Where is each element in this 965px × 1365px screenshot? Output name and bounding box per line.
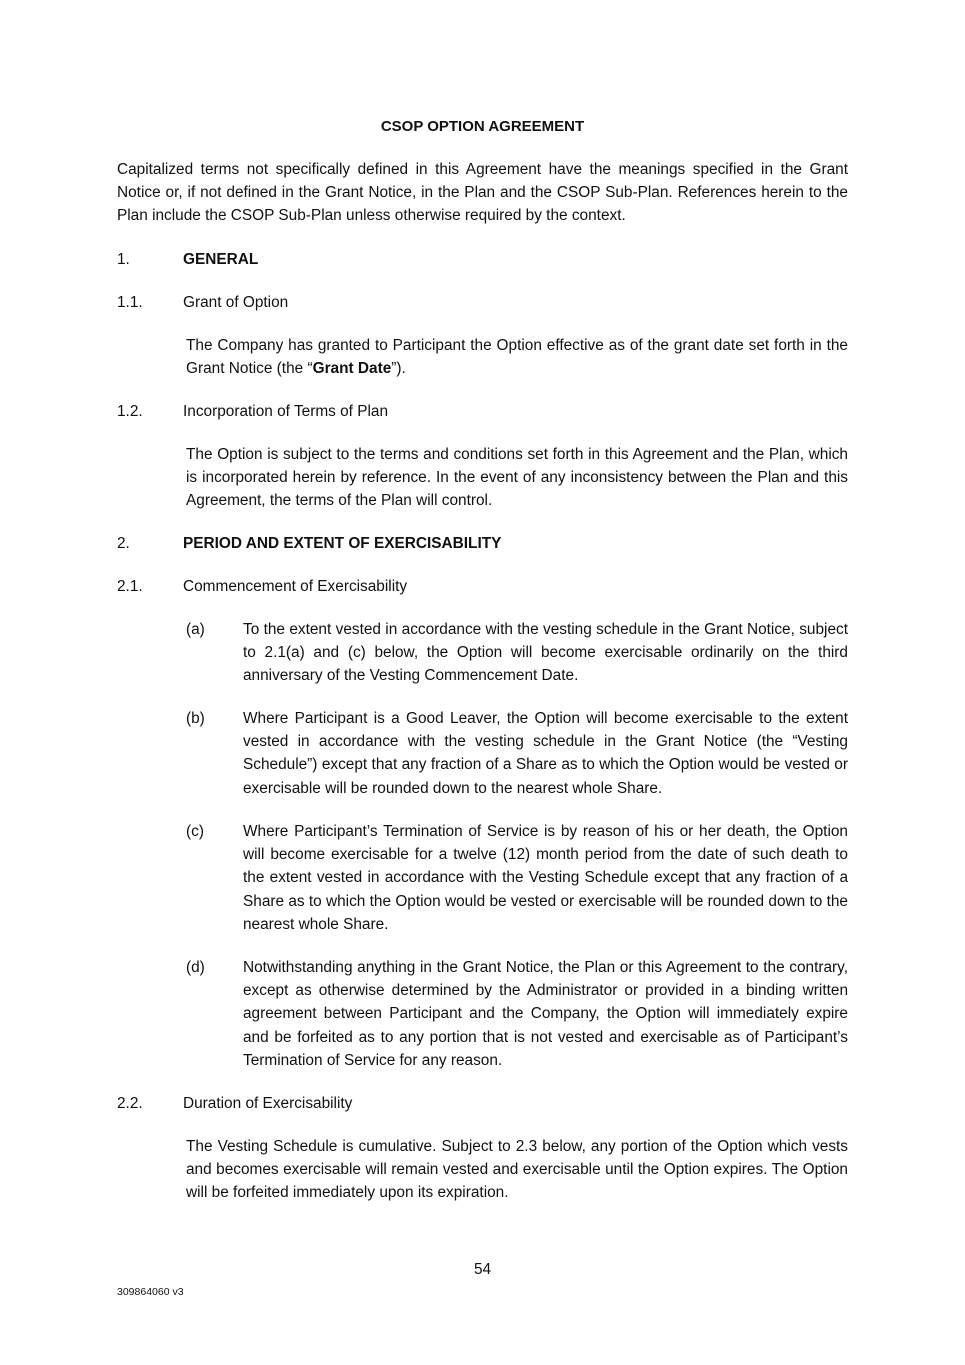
item-b-letter: (b) <box>186 710 205 727</box>
item-b-text: Where Participant is a Good Leaver, the Option will become exercisable to the extent vested in accordance with the vesting schedule in the Grant Notice (the “Vesting Schedule”) except that any fraction of a Share as to which the Option would be vested or exercisable will be rounded down to the nearest whole Share. <box>243 710 848 797</box>
item-d-letter: (d) <box>186 959 205 976</box>
section-1-2-heading: Incorporation of Terms of Plan <box>183 403 389 420</box>
section-2-2-heading: Duration of Exercisability <box>183 1095 353 1112</box>
item-a-text: To the extent vested in accordance with the vesting schedule in the Grant Notice, subject to 2.1(a) and (c) below, the Option will become exercisable ordinarily on the third anniversary of the Vesting Commencement Date. <box>243 621 848 685</box>
section-1-1-number: 1.1. <box>117 294 143 311</box>
intro-paragraph: Capitalized terms not specifically defined in this Agreement have the meanings specified in the Grant Notice or, if not defined in the Grant Notice, in the Plan and the CSOP Sub-Plan. References herein to the Plan include the CSOP Sub-Plan unless otherwise required by the context. <box>117 161 848 225</box>
section-1-1-text-c: ”). <box>391 360 406 378</box>
section-1-2-number: 1.2. <box>117 403 143 420</box>
item-d-text: Notwithstanding anything in the Grant Notice, the Plan or this Agreement to the contrary, except as otherwise determined by the Administrator or provided in a binding written agreement between Participant and the Company, the Option will immediately expire and be forfeited as to any portion that is not vested and exercisable as of Participant’s Termination of Service for any reason. <box>243 959 848 1069</box>
grant-date-term: Grant Date <box>312 360 392 378</box>
section-2-2-text: The Vesting Schedule is cumulative. Subject to 2.3 below, any portion of the Option which vests and becomes exercisable will remain vested and exercisable until the Option expires. The Option will be forfeited immediately upon its expiration. <box>186 1138 848 1202</box>
page-number: 54 <box>473 1261 492 1278</box>
section-1-1-text <box>186 334 848 380</box>
section-1-1-heading: Grant of Option <box>183 294 289 311</box>
section-1-heading: GENERAL <box>183 251 259 268</box>
section-2-1-heading: Commencement of Exercisability <box>183 578 408 595</box>
section-1-2-text: The Option is subject to the terms and conditions set forth in this Agreement and the Plan, which is incorporated herein by reference. In the event of any inconsistency between the Plan and this Agreement, the terms of the Plan will control. <box>186 446 848 510</box>
section-2-2-number: 2.2. <box>117 1095 143 1112</box>
item-c-text: Where Participant’s Termination of Service is by reason of his or her death, the Option will become exercisable for a twelve (12) month period from the date of such death to the extent vested in accordance with the Vesting Schedule except that any fraction of a Share as to which the Option would be vested or exercisable will be rounded down to the nearest whole Share. <box>243 823 848 933</box>
item-c-letter: (c) <box>186 823 204 840</box>
document-title: CSOP OPTION AGREEMENT <box>380 118 585 135</box>
section-2-number: 2. <box>117 535 130 552</box>
section-1-number: 1. <box>117 251 130 268</box>
item-a-letter: (a) <box>186 621 205 638</box>
section-2-heading: PERIOD AND EXTENT OF EXERCISABILITY <box>183 535 502 552</box>
section-2-1-number: 2.1. <box>117 578 143 595</box>
document-id: 309864060 v3 <box>117 1286 184 1298</box>
section-1-1-text-a: The Company has granted to Participant the Option effective as of the grant date set forth in the Grant Notice (the “ <box>186 337 848 378</box>
